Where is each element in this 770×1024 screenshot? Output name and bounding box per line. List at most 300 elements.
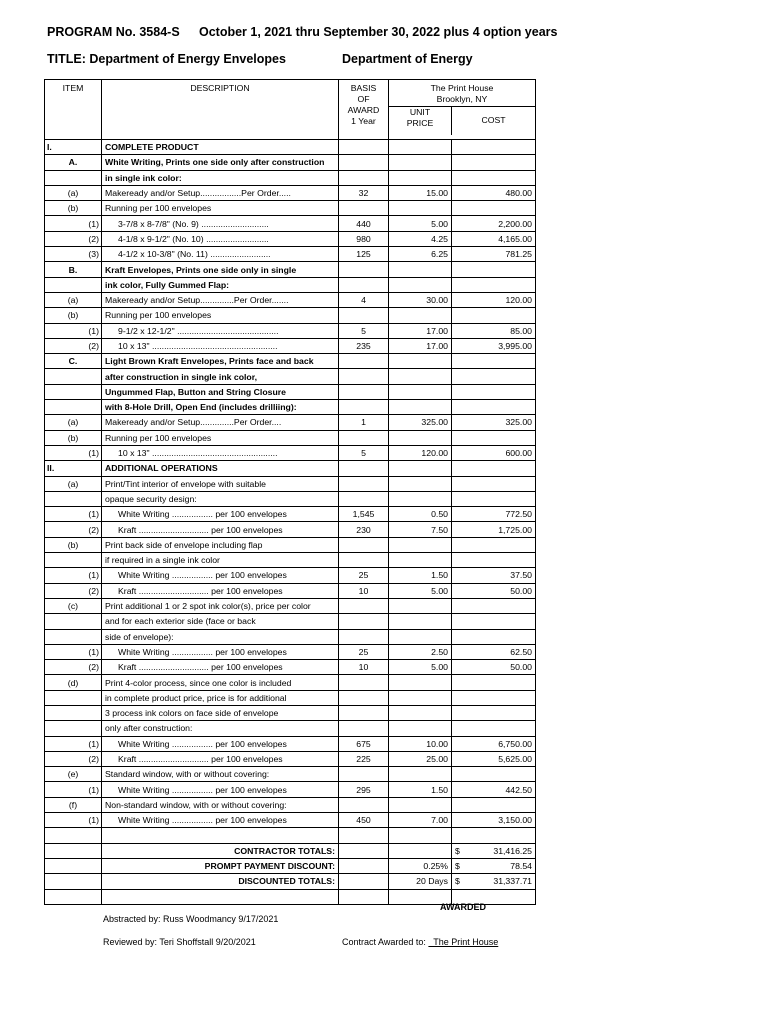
description-cell: Kraft ............................. per 100 envelopes <box>102 583 339 598</box>
description-cell: Makeready and/or Setup.................Per Order..... <box>102 185 339 200</box>
basis-cell <box>339 675 389 690</box>
cost-cell <box>452 170 536 185</box>
item-cell: (2) <box>45 583 102 598</box>
description-cell: Print/Tint interior of envelope with suitable <box>102 476 339 491</box>
unit-price-cell <box>389 828 452 843</box>
description-cell: Running per 100 envelopes <box>102 308 339 323</box>
unit-price-cell: 1.50 <box>389 782 452 797</box>
cost-cell <box>452 767 536 782</box>
table-row <box>45 491 536 506</box>
abstracted-by: Abstracted by: Russ Woodmancy 9/17/2021 <box>103 914 279 924</box>
item-cell: (b) <box>45 308 102 323</box>
unit-price-cell <box>389 354 452 369</box>
cost-cell: 50.00 <box>452 660 536 675</box>
table-row <box>45 384 536 399</box>
description-cell: Standard window, with or without covering: <box>102 767 339 782</box>
basis-cell: 5 <box>339 445 389 460</box>
basis-cell: 25 <box>339 568 389 583</box>
table-row <box>45 782 536 797</box>
description-cell: 4-1/2 x 10-3/8" (No. 11) ......................... <box>102 247 339 262</box>
basis-cell <box>339 430 389 445</box>
cost-cell: 50.00 <box>452 583 536 598</box>
cost-cell: 442.50 <box>452 782 536 797</box>
item-cell: (2) <box>45 660 102 675</box>
description-cell: 10 x 13" .................................................... <box>102 338 339 353</box>
basis-cell: 295 <box>339 782 389 797</box>
basis-cell: 450 <box>339 813 389 828</box>
cost-cell: 37.50 <box>452 568 536 583</box>
table-header-row <box>45 80 536 140</box>
item-cell: (2) <box>45 338 102 353</box>
cost-cell <box>452 354 536 369</box>
table-row <box>45 216 536 231</box>
unit-price-cell <box>389 201 452 216</box>
basis-cell <box>339 384 389 399</box>
unit-price-cell <box>389 476 452 491</box>
unit-price-cell <box>389 614 452 629</box>
item-cell: (a) <box>45 185 102 200</box>
description-cell: Kraft ............................. per 100 envelopes <box>102 522 339 537</box>
unit-price-cell: 0.50 <box>389 507 452 522</box>
description-cell: 3 process ink colors on face side of envelope <box>102 705 339 720</box>
unit-price-cell <box>389 629 452 644</box>
cost-cell <box>452 369 536 384</box>
table-row <box>45 797 536 812</box>
unit-price-cell: 5.00 <box>389 660 452 675</box>
description-cell: Kraft Envelopes, Prints one side only in single <box>102 262 339 277</box>
cost-cell <box>452 476 536 491</box>
item-cell: (c) <box>45 598 102 613</box>
discounted-label: DISCOUNTED TOTALS: <box>102 874 339 889</box>
basis-cell <box>339 767 389 782</box>
table-row <box>45 292 536 307</box>
prompt-unit: 0.25% <box>389 858 452 873</box>
cost-cell: 62.50 <box>452 644 536 659</box>
cost-cell <box>452 262 536 277</box>
item-cell: I. <box>45 140 102 155</box>
cost-cell <box>452 491 536 506</box>
table-row <box>45 170 536 185</box>
description-cell: only after construction: <box>102 721 339 736</box>
description-cell: White Writing ................. per 100 envelopes <box>102 782 339 797</box>
item-cell <box>45 690 102 705</box>
unit-price-cell: 10.00 <box>389 736 452 751</box>
table-row <box>45 323 536 338</box>
item-cell <box>45 170 102 185</box>
basis-cell <box>339 369 389 384</box>
table-row <box>45 369 536 384</box>
basis-cell <box>339 140 389 155</box>
table-row <box>45 537 536 552</box>
item-cell: (1) <box>45 507 102 522</box>
unit-price-cell: 120.00 <box>389 445 452 460</box>
cost-cell <box>452 614 536 629</box>
basis-cell: 980 <box>339 231 389 246</box>
contractor-totals-row <box>45 843 536 858</box>
item-cell: (a) <box>45 476 102 491</box>
unit-price-cell <box>389 721 452 736</box>
table-row <box>45 338 536 353</box>
item-cell: (b) <box>45 430 102 445</box>
item-cell: (3) <box>45 247 102 262</box>
basis-column-header: BASIS OF AWARD 1 Year <box>339 80 389 140</box>
item-cell: (f) <box>45 797 102 812</box>
unit-price-cell <box>389 430 452 445</box>
item-cell: A. <box>45 155 102 170</box>
item-cell: (2) <box>45 751 102 766</box>
description-cell: in single ink color: <box>102 170 339 185</box>
description-cell: side of envelope): <box>102 629 339 644</box>
cost-cell <box>452 705 536 720</box>
basis-cell <box>339 461 389 476</box>
description-cell: Print 4-color process, since one color is included <box>102 675 339 690</box>
basis-cell: 25 <box>339 644 389 659</box>
description-cell: Non-standard window, with or without covering: <box>102 797 339 812</box>
basis-cell <box>339 308 389 323</box>
cost-cell: 772.50 <box>452 507 536 522</box>
table-row <box>45 690 536 705</box>
basis-cell <box>339 843 389 858</box>
unit-price-cell <box>389 553 452 568</box>
table-row <box>45 445 536 460</box>
prompt-cost-cell <box>452 858 536 873</box>
cost-cell: 120.00 <box>452 292 536 307</box>
basis-cell <box>339 400 389 415</box>
discounted-totals-row <box>45 874 536 889</box>
cost-cell <box>452 797 536 812</box>
description-cell: Print additional 1 or 2 spot ink color(s), price per color <box>102 598 339 613</box>
table-row <box>45 262 536 277</box>
item-cell <box>45 553 102 568</box>
item-cell <box>45 874 102 889</box>
unit-price-cell <box>389 400 452 415</box>
unit-price-cell <box>389 384 452 399</box>
item-cell <box>45 858 102 873</box>
unit-price-cell <box>389 767 452 782</box>
unit-price-cell: 4.25 <box>389 231 452 246</box>
unit-price-cell <box>389 690 452 705</box>
unit-price-cell <box>389 262 452 277</box>
table-row <box>45 614 536 629</box>
basis-cell: 1,545 <box>339 507 389 522</box>
cost-cell <box>452 675 536 690</box>
description-cell <box>102 828 339 843</box>
description-cell: ADDITIONAL OPERATIONS <box>102 461 339 476</box>
table-row <box>45 231 536 246</box>
table-row <box>45 751 536 766</box>
unit-price-cell <box>389 155 452 170</box>
basis-cell <box>339 262 389 277</box>
basis-cell <box>339 828 389 843</box>
contractor-cost: 31,416.25 <box>493 845 533 856</box>
cost-cell <box>452 721 536 736</box>
table-row <box>45 522 536 537</box>
unit-price-cell <box>389 308 452 323</box>
description-cell: Ungummed Flap, Button and String Closure <box>102 384 339 399</box>
contractor-label: CONTRACTOR TOTALS: <box>102 843 339 858</box>
cost-header: COST <box>481 115 506 125</box>
table-row <box>45 277 536 292</box>
description-column-header: DESCRIPTION <box>102 80 339 140</box>
cost-cell <box>452 201 536 216</box>
description-cell: 10 x 13" .................................................... <box>102 445 339 460</box>
table-row <box>45 568 536 583</box>
item-cell <box>45 491 102 506</box>
table-row <box>45 813 536 828</box>
basis-cell <box>339 537 389 552</box>
table-row <box>45 629 536 644</box>
basis-cell: 125 <box>339 247 389 262</box>
cost-cell: 3,150.00 <box>452 813 536 828</box>
unit-price-cell <box>389 675 452 690</box>
contractor-cost-cell <box>452 843 536 858</box>
table-row <box>45 644 536 659</box>
document-title: TITLE: Department of Energy Envelopes <box>47 52 286 66</box>
cost-cell <box>452 828 536 843</box>
basis-cell <box>339 721 389 736</box>
item-cell <box>45 843 102 858</box>
unit-price-cell <box>389 461 452 476</box>
item-cell: (1) <box>45 445 102 460</box>
cost-cell: 3,995.00 <box>452 338 536 353</box>
table-row <box>45 736 536 751</box>
item-cell: (a) <box>45 292 102 307</box>
empty-cell <box>45 889 102 904</box>
unit-price-cell <box>389 537 452 552</box>
item-cell <box>45 384 102 399</box>
table-row <box>45 354 536 369</box>
item-cell <box>45 705 102 720</box>
unit-price-cell: 1.50 <box>389 568 452 583</box>
basis-cell <box>339 277 389 292</box>
basis-cell: 230 <box>339 522 389 537</box>
basis-cell: 5 <box>339 323 389 338</box>
contractor-unit <box>389 843 452 858</box>
basis-cell: 1 <box>339 415 389 430</box>
description-cell: 9-1/2 x 12-1/2" .......................................... <box>102 323 339 338</box>
description-cell: White Writing ................. per 100 envelopes <box>102 813 339 828</box>
prompt-payment-row <box>45 858 536 873</box>
description-cell: if required in a single ink color <box>102 553 339 568</box>
table-row <box>45 400 536 415</box>
item-cell: (1) <box>45 568 102 583</box>
basis-cell <box>339 614 389 629</box>
unit-price-cell: 17.00 <box>389 323 452 338</box>
item-cell <box>45 629 102 644</box>
item-cell: (1) <box>45 782 102 797</box>
unit-price-cell: 25.00 <box>389 751 452 766</box>
basis-cell: 4 <box>339 292 389 307</box>
item-cell <box>45 277 102 292</box>
basis-cell <box>339 797 389 812</box>
table-row <box>45 155 536 170</box>
unit-price-cell <box>389 491 452 506</box>
empty-cell <box>102 889 339 904</box>
cost-cell <box>452 400 536 415</box>
contract-period: October 1, 2021 thru September 30, 2022 plus 4 option years <box>199 25 558 39</box>
basis-cell <box>339 476 389 491</box>
item-cell: (1) <box>45 644 102 659</box>
cost-cell: 5,625.00 <box>452 751 536 766</box>
cost-cell <box>452 430 536 445</box>
item-cell: C. <box>45 354 102 369</box>
item-cell: B. <box>45 262 102 277</box>
discounted-unit: 20 Days <box>389 874 452 889</box>
description-cell: ink color, Fully Gummed Flap: <box>102 277 339 292</box>
description-cell: 3-7/8 x 8-7/8" (No. 9) ............................ <box>102 216 339 231</box>
item-cell <box>45 721 102 736</box>
description-cell: White Writing ................. per 100 envelopes <box>102 644 339 659</box>
item-cell: (e) <box>45 767 102 782</box>
description-cell: opaque security design: <box>102 491 339 506</box>
description-cell: White Writing ................. per 100 envelopes <box>102 568 339 583</box>
item-column-header: ITEM <box>45 80 102 140</box>
item-cell: (b) <box>45 201 102 216</box>
item-cell: (b) <box>45 537 102 552</box>
awarded-label: AWARDED <box>440 902 487 912</box>
description-cell: 4-1/8 x 9-1/2" (No. 10) .......................... <box>102 231 339 246</box>
table-row <box>45 430 536 445</box>
description-cell: after construction in single ink color, <box>102 369 339 384</box>
unit-price-cell: 325.00 <box>389 415 452 430</box>
unit-price-cell: 2.50 <box>389 644 452 659</box>
agency-name: Department of Energy <box>342 52 473 66</box>
unit-price-cell: 6.25 <box>389 247 452 262</box>
table-row <box>45 140 536 155</box>
dollar-sign: $ <box>455 876 460 887</box>
basis-cell <box>339 491 389 506</box>
table-row <box>45 598 536 613</box>
table-row <box>45 507 536 522</box>
table-row <box>45 461 536 476</box>
cost-cell <box>452 629 536 644</box>
description-cell: Light Brown Kraft Envelopes, Prints face and back <box>102 354 339 369</box>
empty-cell <box>339 889 389 904</box>
program-number: PROGRAM No. 3584-S <box>47 25 180 39</box>
item-cell <box>45 828 102 843</box>
basis-cell <box>339 874 389 889</box>
unit-price-cell: 5.00 <box>389 583 452 598</box>
table-row <box>45 415 536 430</box>
awardee-name: The Print House <box>428 937 499 947</box>
cost-cell <box>452 553 536 568</box>
cost-cell <box>452 140 536 155</box>
unit-price-cell <box>389 705 452 720</box>
item-cell <box>45 614 102 629</box>
description-cell: COMPLETE PRODUCT <box>102 140 339 155</box>
basis-cell <box>339 858 389 873</box>
item-cell <box>45 369 102 384</box>
cost-cell <box>452 537 536 552</box>
unit-price-cell <box>389 170 452 185</box>
basis-cell: 235 <box>339 338 389 353</box>
basis-cell: 32 <box>339 185 389 200</box>
table-row <box>45 201 536 216</box>
description-cell: Kraft ............................. per 100 envelopes <box>102 660 339 675</box>
description-cell: White Writing ................. per 100 envelopes <box>102 736 339 751</box>
table-row <box>45 675 536 690</box>
item-cell: (d) <box>45 675 102 690</box>
contractor-name: The Print House <box>430 83 494 93</box>
basis-cell: 10 <box>339 660 389 675</box>
item-cell <box>45 400 102 415</box>
item-cell: (1) <box>45 216 102 231</box>
discounted-cost: 31,337.71 <box>493 876 533 887</box>
table-row <box>45 767 536 782</box>
unit-price-cell <box>389 598 452 613</box>
basis-cell <box>339 690 389 705</box>
description-cell: Running per 100 envelopes <box>102 201 339 216</box>
cost-cell: 2,200.00 <box>452 216 536 231</box>
item-cell: (1) <box>45 323 102 338</box>
basis-cell <box>339 705 389 720</box>
contractor-city: Brooklyn, NY <box>436 94 488 104</box>
unit-price-cell: 7.00 <box>389 813 452 828</box>
unit-price-cell: 30.00 <box>389 292 452 307</box>
cost-cell: 325.00 <box>452 415 536 430</box>
unit-price-cell <box>389 797 452 812</box>
basis-cell <box>339 598 389 613</box>
description-cell: with 8-Hole Drill, Open End (includes drilliing): <box>102 400 339 415</box>
basis-cell <box>339 201 389 216</box>
basis-cell <box>339 553 389 568</box>
item-cell: (1) <box>45 813 102 828</box>
basis-cell: 440 <box>339 216 389 231</box>
description-cell: Print back side of envelope including flap <box>102 537 339 552</box>
table-row <box>45 553 536 568</box>
description-cell: Running per 100 envelopes <box>102 430 339 445</box>
item-cell: (2) <box>45 231 102 246</box>
cost-cell: 85.00 <box>452 323 536 338</box>
cost-cell: 600.00 <box>452 445 536 460</box>
discounted-cost-cell <box>452 874 536 889</box>
table-row <box>45 660 536 675</box>
cost-cell <box>452 277 536 292</box>
basis-cell: 675 <box>339 736 389 751</box>
prompt-label: PROMPT PAYMENT DISCOUNT: <box>102 858 339 873</box>
cost-cell: 781.25 <box>452 247 536 262</box>
description-cell: White Writing, Prints one side only after construction <box>102 155 339 170</box>
description-cell: in complete product price, price is for additional <box>102 690 339 705</box>
basis-cell <box>339 155 389 170</box>
cost-cell: 1,725.00 <box>452 522 536 537</box>
unit-price-cell <box>389 277 452 292</box>
unit-price-cell: 5.00 <box>389 216 452 231</box>
cost-cell <box>452 461 536 476</box>
table-row <box>45 828 536 843</box>
unit-price-cell <box>389 140 452 155</box>
unit-price-header: UNIT PRICE <box>389 107 452 135</box>
description-cell: Makeready and/or Setup..............Per Order....... <box>102 292 339 307</box>
item-cell: (2) <box>45 522 102 537</box>
dollar-sign: $ <box>455 845 460 856</box>
cost-cell <box>452 384 536 399</box>
contractor-column-header <box>389 80 536 140</box>
item-cell: II. <box>45 461 102 476</box>
table-row <box>45 308 536 323</box>
contract-awarded-to: Contract Awarded to: The Print House <box>342 937 499 947</box>
reviewed-by: Reviewed by: Teri Shoffstall 9/20/2021 <box>103 937 256 947</box>
description-cell: Makeready and/or Setup..............Per Order.... <box>102 415 339 430</box>
basis-cell: 10 <box>339 583 389 598</box>
cost-cell <box>452 690 536 705</box>
cost-cell <box>452 155 536 170</box>
table-row <box>45 583 536 598</box>
dollar-sign: $ <box>455 861 460 872</box>
cost-cell: 480.00 <box>452 185 536 200</box>
cost-cell: 4,165.00 <box>452 231 536 246</box>
basis-cell <box>339 629 389 644</box>
